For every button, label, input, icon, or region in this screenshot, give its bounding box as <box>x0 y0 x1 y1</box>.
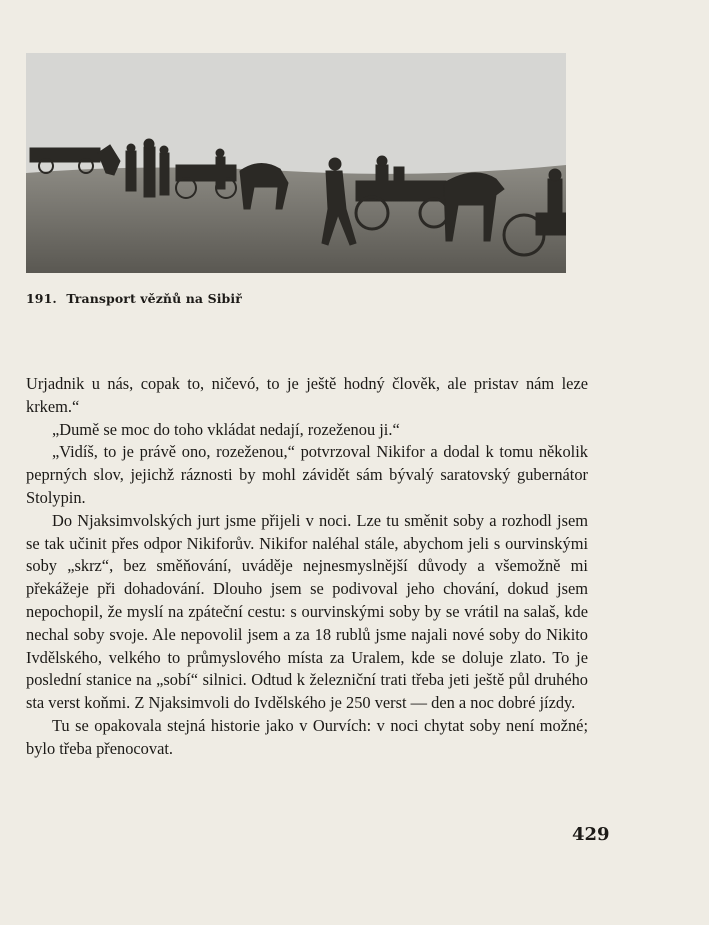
paragraph: Tu se opakovala stejná historie jako v Ourvích: v noci chytat soby není možné; bylo třeba přenocovat. <box>26 715 588 758</box>
paragraph: „Dumě se moc do toho vkládat nedají, rozeženou ji.“ <box>52 419 400 439</box>
photo-prisoner-transport <box>26 53 566 273</box>
figure-caption-text: Transport vězňů na Sibiř <box>66 291 242 306</box>
figure-caption <box>26 291 242 306</box>
paragraph: Urjadnik u nás, copak to, ničevó, to je ještě hodný člověk, ale pristav nám leze krkem.“ <box>26 374 588 416</box>
photo-illustration <box>26 53 566 273</box>
page-number: 429 <box>572 824 610 845</box>
body-text <box>26 373 588 761</box>
paragraph: „Vidíš, to je právě ono, rozeženou,“ potvrzoval Nikifor a dodal k tomu několik peprných slov, jejichž ráznosti by mohl závidět sám bývalý saratovský gubernátor Stolypin. <box>26 442 588 507</box>
figure-number: 191. <box>26 291 57 306</box>
paragraph: Do Njaksimvolských jurt jsme přijeli v noci. Lze tu směnit soby a rozhodl jsem se tak učinit přes odpor Nikiforův. Nikifor naléhal stále, abychom jeli s ourvinskými soby „skrz“, bez směňování, uváděje nejnesmyslnější důvody a všemožně mi překážeje při dohadování. Dlouho jsem se podivoval jeho chování, dokud jsem nepochopil, že myslí na zpáteční cestu: s ourvinskými soby by se vrátil na salaš, kde nechal soby svoje. Ale nepovolil jsem a za 18 rublů jsme najali nové soby do Nikito Ivdělského, velkého to průmyslového místa za Uralem, kde se doluje zlato. To je poslední stanice na „sobí“ silnici. Odtud k železniční trati třeba jeti ještě půl druhého sta verst koňmi. Z Njaksimvoli do Ivdělského je 250 verst — den a noc dobré jízdy. <box>26 510 588 713</box>
